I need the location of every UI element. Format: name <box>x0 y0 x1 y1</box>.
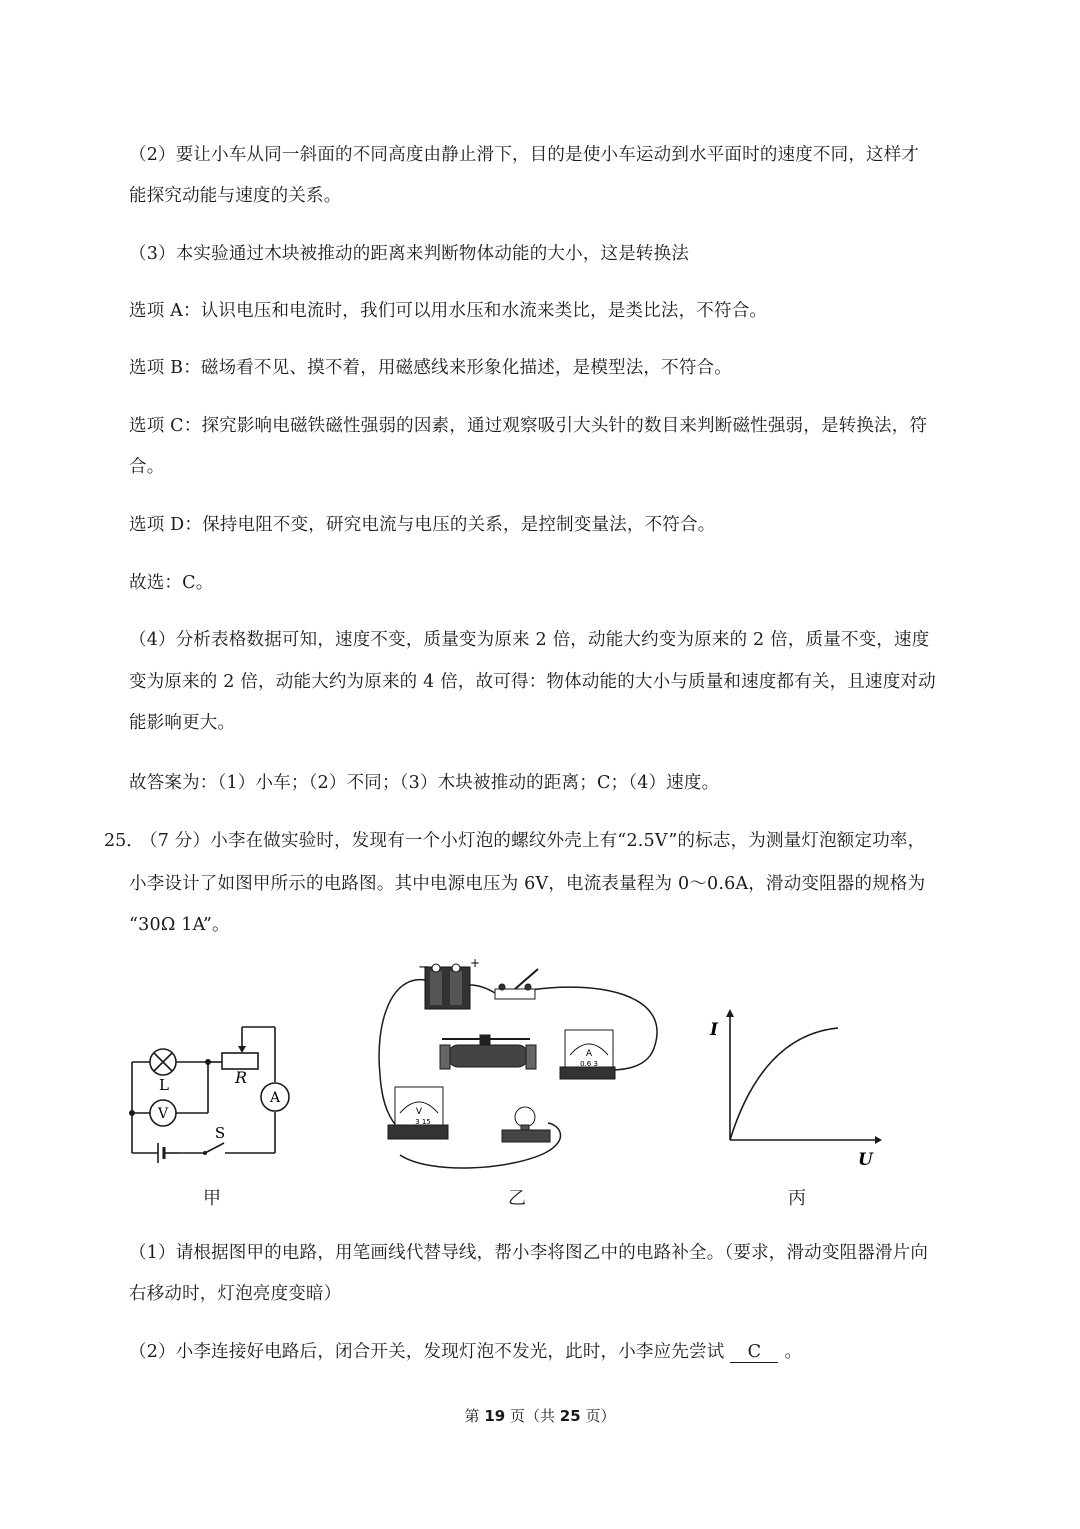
ammeter-letter: A <box>585 1049 593 1059</box>
question-number: 25． <box>104 831 144 851</box>
option-d: 选项 D：保持电阻不变，研究电流与电压的关系，是控制变量法，不符合。 <box>129 515 716 535</box>
footer-middle: 页（共 <box>509 1407 555 1425</box>
footer-prefix: 第 <box>464 1407 480 1425</box>
caption-yi: 乙 <box>508 1188 526 1209</box>
sub2-answer: C <box>730 1342 778 1363</box>
switch-label: S <box>214 1124 226 1142</box>
caption-jia: 甲 <box>203 1188 221 1209</box>
option-c-line2: 合。 <box>129 457 165 477</box>
x-axis-label: U <box>858 1150 873 1170</box>
final-answer: 故答案为：（1）小车；（2）不同；（3）木块被推动的距离；C；（4）速度。 <box>129 773 720 793</box>
q25-line1: （7 分）小李在做实验时，发现有一个小灯泡的螺纹外壳上有“2.5V”的标志，为测量灯泡额定功率， <box>140 831 926 851</box>
solution-p4-line3: 能影响更大。 <box>129 713 236 733</box>
option-c-line1: 选项 C：探究影响电磁铁磁性强弱的因素，通过观察吸引大头针的数目来判断磁性强弱，是转换法，符 <box>129 416 928 436</box>
ammeter-scale: 0.6 3 <box>580 1060 598 1068</box>
sub2-end: 。 <box>784 1342 803 1362</box>
bulb-icon <box>502 1107 550 1142</box>
sub2 <box>129 1338 802 1363</box>
solution-p2-line2: 能探究动能与速度的关系。 <box>129 186 342 206</box>
solution-p4-line1: （4）分析表格数据可知，速度不变，质量变为原来 2 倍，动能大约变为原来的 2 倍，质量不变，速度 <box>129 630 930 650</box>
option-b: 选项 B：磁场看不见、摸不着，用磁感线来形象化描述，是模型法，不符合。 <box>129 358 732 378</box>
ammeter-label: A <box>269 1090 281 1106</box>
y-axis-label: I <box>710 1020 718 1040</box>
q25-line2: 小李设计了如图甲所示的电路图。其中电源电压为 6V，电流表量程为 0～0.6A，滑动变阻器的规格为 <box>129 874 926 894</box>
sub1-line1: （1）请根据图甲的电路，用笔画线代替导线，帮小李将图乙中的电路补全。（要求，滑动变阻器滑片向 <box>129 1243 929 1263</box>
battery-plus-label: + <box>470 956 481 970</box>
page-footer <box>0 1405 1080 1426</box>
voltmeter-scale: 3 15 <box>415 1118 431 1126</box>
footer-total: 25 <box>559 1407 581 1425</box>
voltmeter-label: V <box>157 1106 169 1122</box>
battery-icon <box>425 964 470 1009</box>
solution-p4-line2: 变为原来的 2 倍，动能大约为原来的 4 倍，故可得：物体动能的大小与质量和速度都有关，且速度对动 <box>129 672 936 692</box>
battery-minus-label: − <box>418 960 429 975</box>
q25-line3: “30Ω 1A”。 <box>129 915 230 935</box>
option-a: 选项 A：认识电压和电流时，我们可以用水压和水流来类比，是类比法，不符合。 <box>129 301 768 321</box>
lamp-label: L <box>159 1076 169 1094</box>
footer-page: 19 <box>484 1407 506 1425</box>
iu-curve <box>730 1028 838 1140</box>
sub1-line2: 右移动时，灯泡亮度变暗） <box>129 1284 342 1304</box>
resistor-label: R <box>234 1068 248 1087</box>
choice: 故选：C。 <box>129 573 214 593</box>
switch-icon <box>495 969 538 999</box>
footer-suffix: 页） <box>585 1407 616 1425</box>
solution-p3: （3）本实验通过木块被推动的距离来判断物体动能的大小，这是转换法 <box>129 244 690 264</box>
iu-graph-bing <box>700 1005 890 1175</box>
caption-bing: 丙 <box>788 1188 806 1209</box>
rheostat-icon <box>440 1035 536 1069</box>
solution-p2-line1: （2）要让小车从同一斜面的不同高度由静止滑下，目的是使小车运动到水平面时的速度不同，这样才 <box>129 145 920 165</box>
circuit-diagram-jia <box>120 1015 310 1175</box>
physical-circuit-yi <box>370 955 670 1175</box>
voltmeter-letter: V <box>415 1107 423 1117</box>
sub2-text: （2）小李连接好电路后，闭合开关，发现灯泡不发光，此时，小李应先尝试 <box>129 1342 725 1362</box>
